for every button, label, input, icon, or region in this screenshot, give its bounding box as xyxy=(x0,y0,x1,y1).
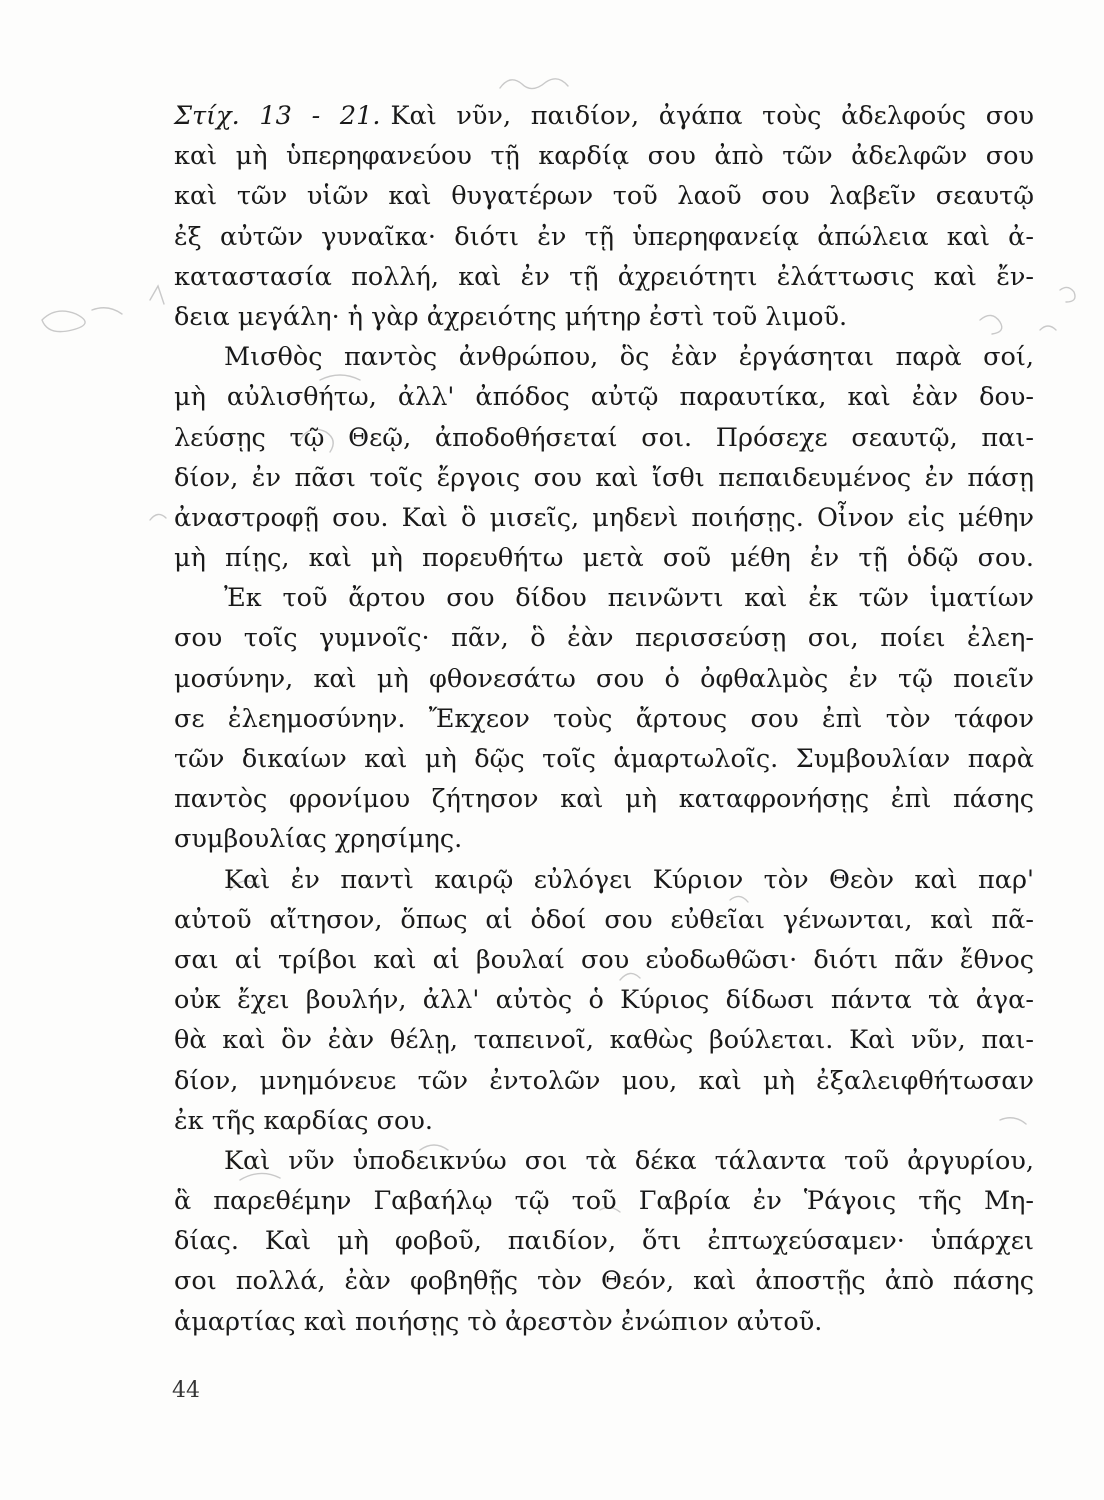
text-line: μὴ πίῃς, καὶ μὴ πορευθήτω μετὰ σοῦ μέθη ἐν τῇ ὁδῷ σου. xyxy=(174,543,1034,574)
text-line: σαι αἱ τρίβοι καὶ αἱ βουλαί σου εὐοδωθῶσι· διότι πᾶν ἔθνος xyxy=(174,944,1034,975)
text-line: λεύσῃς τῷ Θεῷ, ἀποδοθήσεταί σοι. Πρόσεχε σεαυτῷ, παι- xyxy=(174,422,1034,453)
text-line: μοσύνην, καὶ μὴ φθονεσάτω σου ὁ ὀφθαλμὸς ἐν τῷ ποιεῖν xyxy=(174,663,1034,694)
text-line: Μισθὸς παντὸς ἀνθρώπου, ὃς ἐὰν ἐργάσηται παρὰ σοί, xyxy=(224,342,1034,373)
text-line: μὴ αὐλισθήτω, ἀλλ' ἀπόδος αὐτῷ παραυτίκα, καὶ ἐὰν δου- xyxy=(174,382,1034,413)
text-line: Καὶ νῦν ὑποδεικνύω σοι τὰ δέκα τάλαντα τοῦ ἀργυρίου, xyxy=(224,1145,1034,1176)
text-line: οὐκ ἔχει βουλήν, ἀλλ' αὐτὸς ὁ Κύριος δίδωσι πάντα τὰ ἀγα- xyxy=(174,985,1034,1016)
text-line: δίον, ἐν πᾶσι τοῖς ἔργοις σου καὶ ἴσθι πεπαιδευμένος ἐν πάσῃ xyxy=(174,462,1034,493)
text-line: ἐκ τῆς καρδίας σου. xyxy=(174,1105,433,1136)
text-line: σε ἐλεημοσύνην. Ἔκχεον τοὺς ἄρτους σου ἐπὶ τὸν τάφον xyxy=(174,703,1034,734)
text-line: Στίχ. 13 - 21. Καὶ νῦν, παιδίον, ἀγάπα τοὺς ἀδελφούς σου xyxy=(174,101,1034,131)
text-line: δεια μεγάλη· ἡ γὰρ ἀχρειότης μήτηρ ἐστὶ τοῦ λιμοῦ. xyxy=(174,301,848,332)
text-line: καὶ τῶν υἱῶν καὶ θυγατέρων τοῦ λαοῦ σου λαβεῖν σεαυτῷ xyxy=(174,181,1034,212)
text-line: θὰ καὶ ὃν ἐὰν θέλῃ, ταπεινοῖ, καθὼς βούλεται. Καὶ νῦν, παι- xyxy=(174,1025,1034,1056)
text-line: Καὶ ἐν παντὶ καιρῷ εὐλόγει Κύριον τὸν Θεὸν καὶ παρ' xyxy=(224,864,1034,895)
page-number: 44 xyxy=(172,1378,200,1403)
text-line: σου τοῖς γυμνοῖς· πᾶν, ὃ ἐὰν περισσεύσῃ σοι, ποίει ἐλεη- xyxy=(174,623,1034,654)
text-line: δίον, μνημόνευε τῶν ἐντολῶν μου, καὶ μὴ ἐξαλειφθήτωσαν xyxy=(174,1065,1034,1096)
text-line: καὶ μὴ ὑπερηφανεύου τῇ καρδίᾳ σου ἀπὸ τῶν ἀδελφῶν σου xyxy=(174,141,1034,172)
text-line: ἃ παρεθέμην Γαβαήλῳ τῷ τοῦ Γαβρία ἐν Ῥάγοις τῆς Μη- xyxy=(174,1186,1034,1217)
text-line: σοι πολλά, ἐὰν φοβηθῇς τὸν Θεόν, καὶ ἀποστῇς ἀπὸ πάσης xyxy=(174,1266,1034,1297)
body-text xyxy=(174,96,1034,1342)
text-line: Ἐκ τοῦ ἄρτου σου δίδου πεινῶντι καὶ ἐκ τῶν ἱματίων xyxy=(224,583,1034,614)
text-line: ἐξ αὐτῶν γυναῖκα· διότι ἐν τῇ ὑπερηφανείᾳ ἀπώλεια καὶ ἀ- xyxy=(174,221,1034,252)
text-line: δίας. Καὶ μὴ φοβοῦ, παιδίον, ὅτι ἐπτωχεύσαμεν· ὑπάρχει xyxy=(174,1226,1034,1257)
verse-reference: Στίχ. 13 - 21. xyxy=(174,101,381,131)
text-line: αὐτοῦ αἴτησον, ὅπως αἱ ὁδοί σου εὐθεῖαι γένωνται, καὶ πᾶ- xyxy=(174,904,1034,935)
text-line: συμβουλίας χρησίμης. xyxy=(174,824,463,855)
text-line: ἁμαρτίας καὶ ποιήσῃς τὸ ἀρεστὸν ἐνώπιον αὐτοῦ. xyxy=(174,1306,823,1337)
text-line: παντὸς φρονίμου ζήτησον καὶ μὴ καταφρονήσῃς ἐπὶ πάσης xyxy=(174,784,1034,815)
text-line: καταστασία πολλή, καὶ ἐν τῇ ἀχρειότητι ἐλάττωσις καὶ ἔν- xyxy=(174,261,1034,292)
text-line: ἀναστροφῇ σου. Καὶ ὃ μισεῖς, μηδενὶ ποιήσῃς. Οἶνον εἰς μέθην xyxy=(174,502,1034,533)
text-line: τῶν δικαίων καὶ μὴ δῷς τοῖς ἁμαρτωλοῖς. Συμβουλίαν παρὰ xyxy=(174,744,1034,774)
